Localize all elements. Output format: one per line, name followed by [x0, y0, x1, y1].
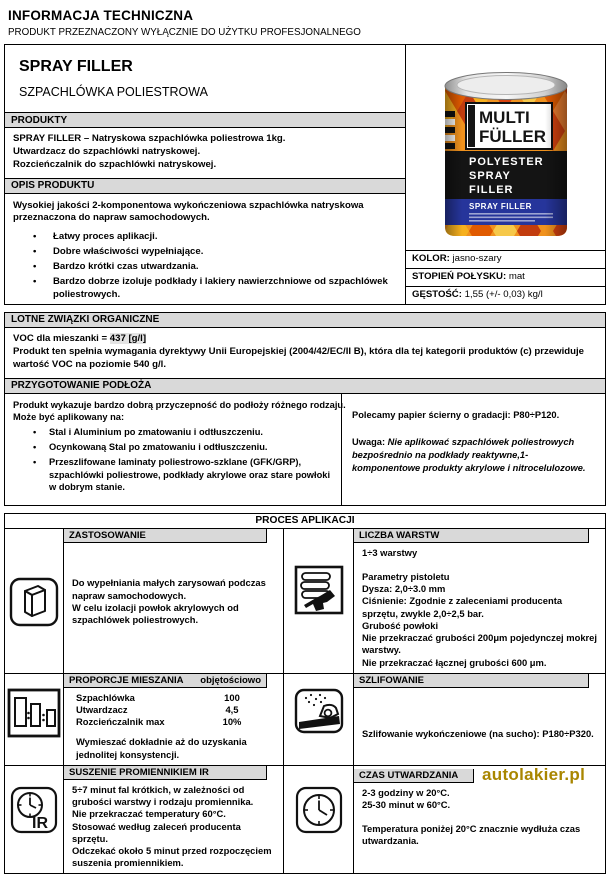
zastosowanie-icon-cell: [5, 528, 63, 672]
voc-line2: Produkt ten spełnia wymagania dyrektywy Unii Europejskiej (2004/42/EC/II B), która dla tej kategorii produktów (c) przewiduje wartość VOC na poziomie 540 g/l.: [13, 346, 584, 371]
preparation-grid: [5, 394, 605, 506]
page-title: INFORMACJA TECHNICZNA: [8, 8, 194, 23]
szlifowanie-cell: [353, 673, 605, 765]
section-header-przygotowanie: PRZYGOTOWANIE PODŁOŻA: [5, 378, 605, 394]
szlifowanie-body: Szlifowanie wykończeniowe (na sucho): P180÷P320.: [362, 727, 594, 739]
product-photo-area: [406, 45, 605, 250]
bullet-item: • Przeszlifowane laminaty poliestrowo-szklane (GFK/GRP), szpachlówki poliestrowe, podkłady akrylowe oraz stare powłoki w dobrym stanie.: [13, 456, 337, 494]
zastosowanie-body: Do wypełniania małych zarysowań podczas napraw samochodowych. W celu izolacji powłok akrylowych od szpachlówek poliestrowych.: [72, 577, 266, 625]
voc-line1: VOC dla mieszanki = 437 [g/l]: [13, 332, 147, 344]
proporcje-unit: objętościowo: [200, 674, 261, 686]
prep-bullet-list: [13, 426, 337, 494]
sanding-hand-icon: [294, 688, 344, 734]
preparation-left: [5, 394, 346, 506]
suszenie-icon-cell: [5, 765, 63, 874]
voc-preparation-box: [4, 312, 606, 507]
property-label: STOPIEŃ POŁYSKU:: [412, 271, 507, 283]
property-value: jasno-szary: [452, 253, 502, 265]
bullet-item: • Dobre właściwości wypełniające.: [5, 246, 405, 258]
mix-note: Wymieszać dokładnie aż do uzyskania jednolitej konsystencji.: [76, 736, 247, 760]
prep-line: Produkt wykazuje bardzo dobrą przyczepność do podłoży różnego rodzaju.: [13, 399, 346, 410]
prep-line: Może być aplikowany na:: [13, 412, 125, 423]
mix-row: Utwardzacz 4,5: [76, 704, 239, 715]
bullet-item: • Stal i Aluminium po zmatowaniu i odtłuszczeniu.: [13, 426, 337, 439]
bullet-item: • Ocynkowaną Stal po zmatowaniu i odtłuszczeniu.: [13, 441, 337, 454]
liczba-warstw-icon-cell: [283, 528, 353, 672]
cell-header-liczba-warstw: LICZBA WARSTW: [354, 529, 589, 543]
zastosowanie-cell: [63, 528, 283, 672]
czas-cell: [353, 765, 605, 874]
produkty-line: SPRAY FILLER – Natryskowa szpachlówka poliestrowa 1kg.: [13, 133, 286, 144]
process-table-title: PROCES APLIKACJI: [255, 515, 355, 527]
property-row-kolor: [406, 250, 605, 268]
liczba-warstw-body: 1÷3 warstwy Parametry pistoletu Dysza: 2,0÷3.0 mm Ciśnienie: Zgodnie z zaleceniami producenta sprzętu, zwykle 2,0÷2,5 bar. Grubość powłoki Nie przekraczać grubości 200μm pojedynczej mokrej warstwy. Nie przekraczać łącznej grubości 600 μm.: [362, 547, 597, 668]
czas-header-row: [354, 766, 593, 783]
property-value: 1,55 (+/- 0,03) kg/l: [464, 289, 543, 301]
bullet-item: • Bardzo krótki czas utwardzania.: [5, 261, 405, 273]
property-row-gestosc: [406, 286, 605, 304]
voc-value: 437 [g/l]: [109, 332, 147, 344]
cell-header-szlifowanie: SZLIFOWANIE: [354, 674, 589, 688]
czas-body: 2-3 godziny w 20°C. 25-30 minut w 60°C. Temperatura poniżej 20°C znacznie wydłuża czas utwardzania.: [362, 786, 581, 847]
property-label: KOLOR:: [412, 253, 450, 265]
bullet-item: • Łatwy proces aplikacji.: [5, 231, 405, 243]
cell-header-czas: CZAS UTWARDZANIA: [354, 769, 474, 783]
product-overview-left: [5, 45, 405, 304]
mix-row: Szpachlówka 100: [76, 691, 240, 703]
product-type: SZPACHLÓWKA POLIESTROWA: [19, 85, 208, 99]
section-header-voc: LOTNE ZWIĄZKI ORGANICZNE: [5, 313, 605, 328]
product-can-image: [430, 53, 582, 241]
proporcje-body: [64, 688, 283, 765]
panel-block-icon: [9, 577, 59, 627]
suszenie-cell: [63, 765, 283, 874]
page-subtitle: PRODUKT PRZEZNACZONY WYŁĄCZNIE DO UŻYTKU PROFESJONALNEGO: [8, 27, 361, 38]
opis-bullet-list: [5, 231, 405, 301]
application-process-table: [4, 513, 606, 874]
svg-text:IR: IR: [32, 814, 48, 832]
watermark-autolakier: autolakier.pl: [482, 764, 586, 784]
suszenie-body: 5÷7 minut fal krótkich, w zależności od grubości warstwy i rodzaju promiennika. Nie przekraczać temperatury 60°C. Stosować według zaleceń producenta sprzętu. Odczekać około 5 minut przed rozpoczęciem suszenia promiennikiem.: [72, 783, 272, 869]
preparation-right: [341, 394, 605, 506]
szlifowanie-icon-cell: [283, 673, 353, 765]
czas-icon-cell: [283, 765, 353, 874]
produkty-line: Rozcieńczalnik do szpachlówki natryskowej.: [13, 158, 217, 170]
mix-row: Rozcieńczalnik max 10%: [76, 716, 242, 728]
ir-clock-icon: [10, 786, 58, 834]
process-grid: [5, 528, 605, 873]
sandpaper-recommendation: Polecamy papier ścierny o gradacji: P80÷P120.: [352, 409, 560, 420]
voc-body: [5, 328, 605, 378]
warning-text: Nie aplikować szpachlówek poliestrowych bezpośrednio na podkłady reaktywne,1-komponentowe produkty akrylowe i nitrocelulozowe.: [352, 437, 586, 473]
section-header-produkty: PRODUKTY: [5, 112, 405, 128]
opis-intro: Wysokiej jakości 2-komponentowa wykończeniowa szpachlówka natryskowa przeznaczona do napraw samochodowych.: [13, 199, 364, 223]
spray-gun-icon: [294, 565, 344, 615]
liczba-warstw-cell: [353, 528, 605, 672]
cell-header-proporcje: PROPORCJE MIESZANIA objętościowo: [64, 674, 267, 688]
mixing-ratio-icon: [7, 688, 61, 738]
produkty-lines: [5, 128, 405, 178]
section-header-opis: OPIS PRODUKTU: [5, 178, 405, 194]
warning-note: [352, 436, 595, 474]
proporcje-cell: [63, 673, 283, 765]
cell-header-zastosowanie: ZASTOSOWANIE: [64, 529, 267, 543]
property-label: GĘSTOŚĆ:: [412, 289, 462, 301]
product-overview-right: [405, 45, 605, 304]
cell-header-suszenie: SUSZENIE PROMIENNIKIEM IR: [64, 766, 267, 780]
warning-label: Uwaga:: [352, 437, 386, 448]
produkty-line: Utwardzacz do szpachlówki natryskowej.: [13, 145, 201, 157]
property-value: mat: [508, 271, 525, 283]
proporcje-icon-cell: [5, 673, 63, 765]
property-row-polysk: [406, 268, 605, 286]
product-name: SPRAY FILLER: [19, 58, 133, 75]
bullet-item: • Bardzo dobrze izoluje podkłady i lakiery nawierzchniowe od szpachlówek poliestrowych.: [5, 276, 405, 301]
product-overview-box: [4, 44, 606, 305]
clock-icon: [295, 786, 343, 834]
